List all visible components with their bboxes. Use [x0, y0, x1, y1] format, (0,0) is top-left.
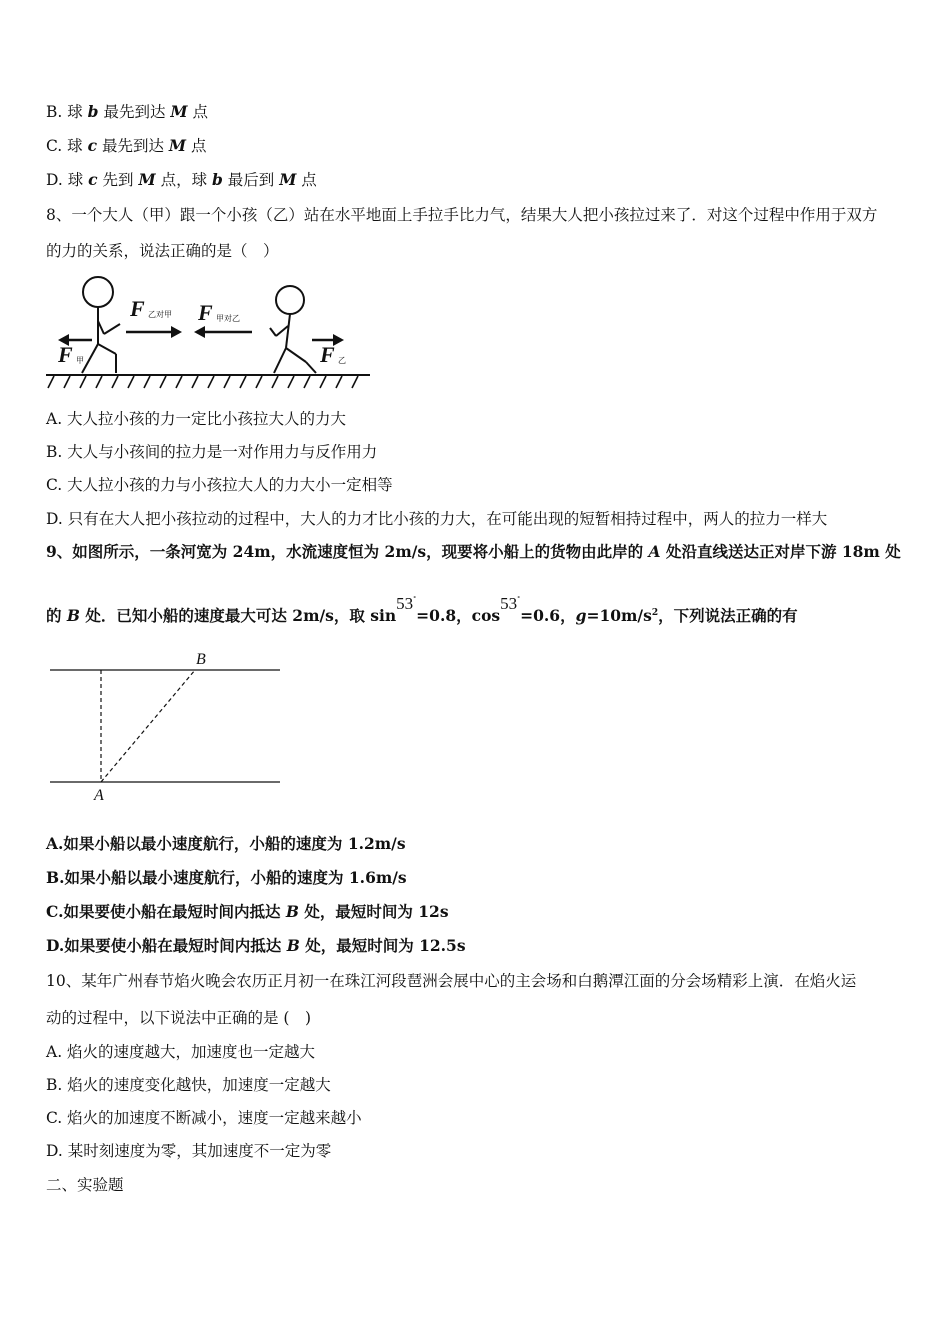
- q8-option-d: D. 只有在大人把小孩拉动的过程中，大人的力才比小孩的力大，在可能出现的短暂相持过程中，两人的拉力一样大: [46, 510, 828, 528]
- text: 点: [296, 171, 317, 189]
- text: 点，球: [155, 171, 212, 189]
- var-m: M: [279, 170, 297, 189]
- degree-sign: °: [517, 596, 521, 603]
- q8-stem-line2: 的力的关系，说法正确的是（ ）: [46, 242, 279, 260]
- q7-option-d: [46, 170, 317, 190]
- q10-stem-line2: 动的过程中，以下说法中正确的是 ( ): [46, 1009, 312, 1027]
- q9-option-a: [46, 834, 406, 854]
- text: 9、如图所示，一条河宽为 24m，水流速度恒为 2m/s，现要将小船上的货物由此岸的: [46, 542, 649, 561]
- var-g: g: [575, 606, 587, 626]
- tug-of-war-figure: [44, 276, 374, 396]
- q7-option-b: [46, 102, 208, 122]
- text: B.如果小船以最小速度航行，小船的速度为 1.6m/s: [46, 868, 407, 887]
- text: 处．已知小船的速度最大可达 2m/s，取 sin: [80, 606, 397, 626]
- force-label-f: F: [198, 300, 213, 325]
- q9-option-d: [46, 936, 466, 956]
- label-b: B: [196, 651, 206, 668]
- point-b: B: [286, 936, 300, 955]
- superscript-2: 2: [651, 608, 659, 618]
- section-title: 二、实验题: [46, 1176, 124, 1194]
- point-b: B: [285, 902, 299, 921]
- degree-sign: °: [413, 596, 417, 603]
- angle-53: 53: [500, 594, 518, 614]
- text: C. 球: [46, 137, 88, 155]
- text: 最先到达: [98, 103, 171, 121]
- text: 先到: [97, 171, 139, 189]
- q10-option-a: A. 焰火的速度越大，加速度也一定越大: [46, 1043, 316, 1061]
- var-c: c: [88, 170, 98, 189]
- adult-stick-figure: [82, 277, 120, 373]
- var-b: b: [212, 170, 223, 189]
- q10-option-d: D. 某时刻速度为零，其加速度不一定为零: [46, 1142, 332, 1160]
- var-c: c: [87, 136, 98, 155]
- force-label-f: F: [320, 342, 335, 367]
- text: 点: [186, 137, 207, 155]
- text: 最后到: [222, 171, 280, 189]
- var-m: M: [138, 170, 156, 189]
- text: D.如果要使小船在最短时间内抵达: [46, 936, 287, 955]
- text: 处，最短时间为 12s: [298, 902, 449, 921]
- text: B. 球: [46, 103, 88, 121]
- text: 最先到达: [97, 137, 169, 155]
- text: =0.6，: [520, 606, 576, 626]
- text: 点: [187, 103, 208, 121]
- sub-label: 甲对乙: [216, 314, 240, 323]
- q10-stem-line1: 10、某年广州春节焰火晚会农历正月初一在珠江河段琶洲会展中心的主会场和白鹅潭江面的分会场精彩上演．在焰火运: [46, 972, 857, 990]
- q7-option-c: [46, 136, 207, 156]
- sub-label: 甲: [76, 356, 84, 365]
- var-m: M: [168, 136, 187, 155]
- force-label-f: F: [58, 342, 73, 367]
- text: =0.8，cos: [416, 606, 501, 626]
- text: 处，最短时间为 12.5s: [299, 936, 466, 955]
- text: C.如果要使小船在最短时间内抵达: [46, 902, 286, 921]
- text: A.如果小船以最小速度航行，小船的速度为 1.2m/s: [46, 834, 406, 853]
- text: =10m/s: [586, 606, 652, 626]
- q10-option-c: C. 焰火的加速度不断减小，速度一定越来越小: [46, 1109, 362, 1127]
- var-b: b: [87, 102, 99, 121]
- var-m: M: [170, 102, 188, 121]
- sub-label: 乙: [338, 356, 346, 365]
- point-b: B: [66, 606, 81, 626]
- q9-option-c: [46, 902, 449, 922]
- text: ，下列说法正确的有: [658, 606, 798, 626]
- text: D. 球: [46, 171, 89, 189]
- text: 处沿直线送达正对岸下游 18m 处: [660, 542, 901, 561]
- q8-option-b: B. 大人与小孩间的拉力是一对作用力与反作用力: [46, 443, 378, 461]
- q9-option-b: [46, 868, 407, 888]
- child-stick-figure: [270, 286, 316, 373]
- force-label-f: F: [130, 296, 145, 321]
- angle-53: 53: [396, 594, 414, 614]
- q8-option-a: A. 大人拉小孩的力一定比小孩拉大人的力大: [46, 410, 347, 428]
- q10-option-b: B. 焰火的速度变化越快，加速度一定越大: [46, 1076, 331, 1094]
- point-a: A: [648, 542, 661, 561]
- q9-stem-line1: [46, 542, 901, 562]
- label-a: A: [94, 787, 104, 804]
- sub-label: 乙对甲: [148, 310, 172, 319]
- q9-stem-line2: [46, 594, 798, 626]
- text: 的: [46, 606, 67, 626]
- river-crossing-figure: [44, 648, 289, 808]
- q8-option-c: C. 大人拉小孩的力与小孩拉大人的力大小一定相等: [46, 476, 393, 494]
- q8-stem-line1: 8、一个大人（甲）跟一个小孩（乙）站在水平地面上手拉手比力气，结果大人把小孩拉过来了．对这个过程中作用于双方: [46, 206, 878, 224]
